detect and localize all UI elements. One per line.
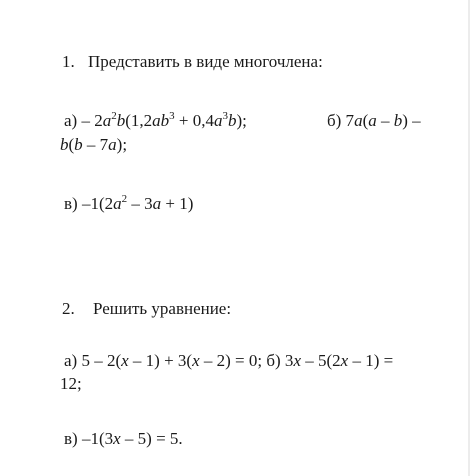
task2-item-a-b-continued: 12;	[60, 374, 82, 393]
task1-item-v: в) $-1(2a^2 - 3a + 1)$	[64, 193, 194, 213]
task1-title: Представить в виде многочлена:	[88, 52, 323, 71]
task2-item-a-b: а) 5 – 2(x – 1) + 3(x – 2) = 0; б) 3x – 5(2x – 1) =	[64, 351, 394, 370]
task1-heading	[62, 53, 323, 70]
task2-heading	[62, 300, 231, 317]
task1-item-a: $а) - 2a^2b(1,2ab^3 + 0,4a^3b)$;	[64, 110, 247, 130]
task1-item-b-continued: b(b – 7a);	[60, 135, 128, 154]
task2-item-v: в) –1(3x – 5) = 5.	[64, 429, 183, 448]
task1-number: 1.	[62, 52, 75, 71]
task2-number: 2.	[62, 299, 75, 318]
task2-title: Решить уравнение:	[93, 299, 232, 318]
task1-item-b: б) 7a(a – b) –	[327, 111, 421, 130]
